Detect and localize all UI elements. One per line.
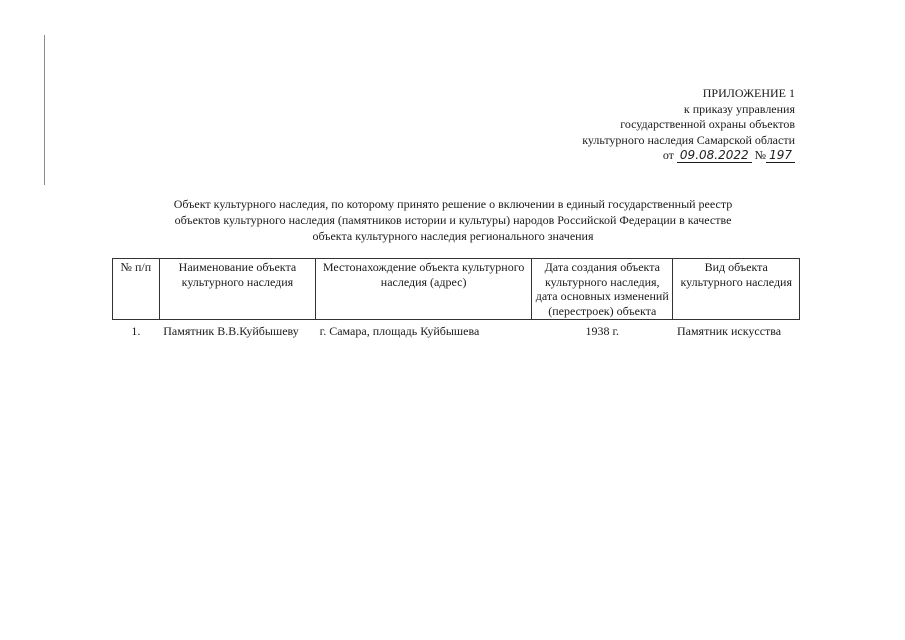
appendix-line: к приказу управления [683, 101, 795, 116]
header-location: Местонахождение объекта культурного наследия (адрес) [316, 259, 532, 320]
handwritten-date: 09.08.2022 [677, 148, 752, 163]
binder-margin-line [44, 35, 45, 185]
header-name: Наименование объекта культурного наследия [159, 259, 315, 320]
heading-line: объекта культурного наследия регионального значения [312, 229, 594, 243]
appendix-block [495, 86, 795, 164]
number-prefix: № [754, 148, 767, 162]
table-header-row [113, 259, 800, 320]
cell-location: г. Самара, площадь Куйбышева [316, 320, 532, 339]
cell-kind: Памятник искусства [673, 320, 800, 339]
header-date: Дата создания объекта культурного наследия, дата основных изменений (перестроек) объекта [532, 259, 673, 320]
appendix-title: ПРИЛОЖЕНИЕ 1 [702, 86, 795, 100]
appendix-line: культурного наследия Самарской области [582, 132, 795, 147]
header-number: № п/п [113, 259, 160, 320]
header-kind: Вид объекта культурного наследия [673, 259, 800, 320]
cell-number: 1. [113, 320, 160, 339]
handwritten-number: 197 [766, 148, 795, 163]
appendix-date-line [495, 148, 795, 164]
cell-date: 1938 г. [532, 320, 673, 339]
cell-name: Памятник В.В.Куйбышеву [159, 320, 315, 339]
heading-line: объектов культурного наследия (памятников истории и культуры) народов Российской Федерации в качестве [174, 213, 732, 227]
heritage-table [112, 258, 800, 339]
appendix-line: государственной охраны объектов [620, 117, 795, 131]
date-prefix: от [662, 148, 674, 162]
heading-line: Объект культурного наследия, по которому принято решение о включении в единый государственный реестр [173, 197, 733, 211]
document-heading [118, 196, 788, 244]
table-row [113, 320, 800, 339]
